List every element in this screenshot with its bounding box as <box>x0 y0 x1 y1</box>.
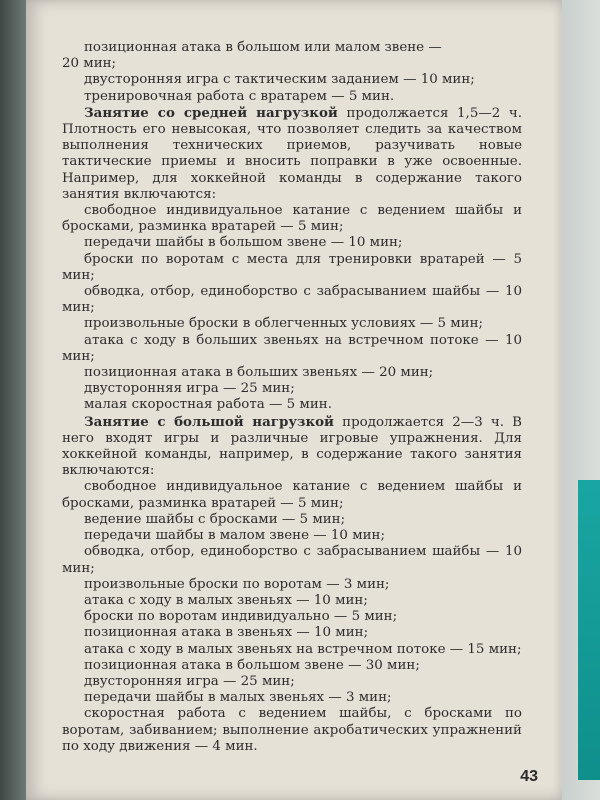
page-text <box>62 40 522 755</box>
list-item: броски по воротам индивидуально — 5 мин; <box>84 609 398 625</box>
list-item: свободное индивидуальное катание с ведением шайбы и бросками, разминка вратарей — 5 мин; <box>62 479 522 511</box>
section-high-heading: Занятие с большой нагрузкой <box>84 413 334 430</box>
line-item: тренировочная работа с вратарем — 5 мин. <box>84 88 395 104</box>
list-item: ведение шайбы с бросками — 5 мин; <box>84 511 346 527</box>
list-item: атака с ходу в больших звеньях на встречном потоке — 10 мин; <box>62 332 522 364</box>
list-item: свободное индивидуальное катание с ведением шайбы и бросками, разминка вратарей — 5 мин; <box>62 203 522 235</box>
list-item: атака с ходу в малых звеньях — 10 мин; <box>84 592 368 608</box>
list-item: обводка, отбор, единоборство с забрасыванием шайбы — 10 мин; <box>62 544 522 576</box>
list-item: малая скоростная работа — 5 мин. <box>84 397 332 413</box>
book-page <box>26 0 562 800</box>
list-item: обводка, отбор, единоборство с забрасыванием шайбы — 10 мин; <box>62 284 522 316</box>
line-item: двусторонняя игра с тактическим заданием — 10 мин; <box>84 72 475 88</box>
list-item: двусторонняя игра — 25 мин; <box>84 673 295 689</box>
page-number: 43 <box>520 768 538 785</box>
section-medium-heading: Занятие со средней нагрузкой <box>84 104 338 121</box>
book-cover-edge <box>578 480 600 780</box>
section-medium-paragraph <box>62 105 522 203</box>
section-medium-intro: продолжается 1,5—2 ч. Плотность его невысокая, что позволяет следить за качеством выполнения технических приемов, разучивать новые тактические приемы и вносить поправки в уже освоенные. Например, для хоккейной команды в содержание такого занятия включаются: <box>62 105 522 202</box>
line-continuation: 20 мин; <box>62 56 117 72</box>
list-item: позиционная атака в звеньях — 10 мин; <box>84 625 369 641</box>
list-item: позиционная атака в больших звеньях — 20 мин; <box>84 365 434 381</box>
list-item: передачи шайбы в малом звене — 10 мин; <box>84 528 385 544</box>
list-item: произвольные броски по воротам — 3 мин; <box>84 576 390 592</box>
list-item: произвольные броски в облегченных условиях — 5 мин; <box>84 316 484 332</box>
line-continuation: позиционная атака в большом или малом звене — <box>84 40 442 55</box>
list-item: броски по воротам с места для тренировки вратарей — 5 мин; <box>62 251 522 283</box>
list-item: позиционная атака в большом звене — 30 мин; <box>84 657 420 673</box>
section-high-intro: продолжается 2—3 ч. В него входят игры и различные игровые упражнения. Для хоккейной команды, например, в содержание такого занятия включаются: <box>62 414 522 479</box>
list-item: передачи шайбы в малых звеньях — 3 мин; <box>84 690 392 706</box>
list-item: двусторонняя игра — 25 мин; <box>84 381 295 397</box>
section-high-paragraph <box>62 414 522 480</box>
list-item: скоростная работа с ведением шайбы, с бросками по воротам, забиванием; выполнение акробатических упражнений по ходу движения — 4 мин. <box>62 706 522 754</box>
list-item: передачи шайбы в большом звене — 10 мин; <box>84 235 403 251</box>
list-item: атака с ходу в малых звеньях на встречном потоке — 15 мин; <box>84 641 522 657</box>
